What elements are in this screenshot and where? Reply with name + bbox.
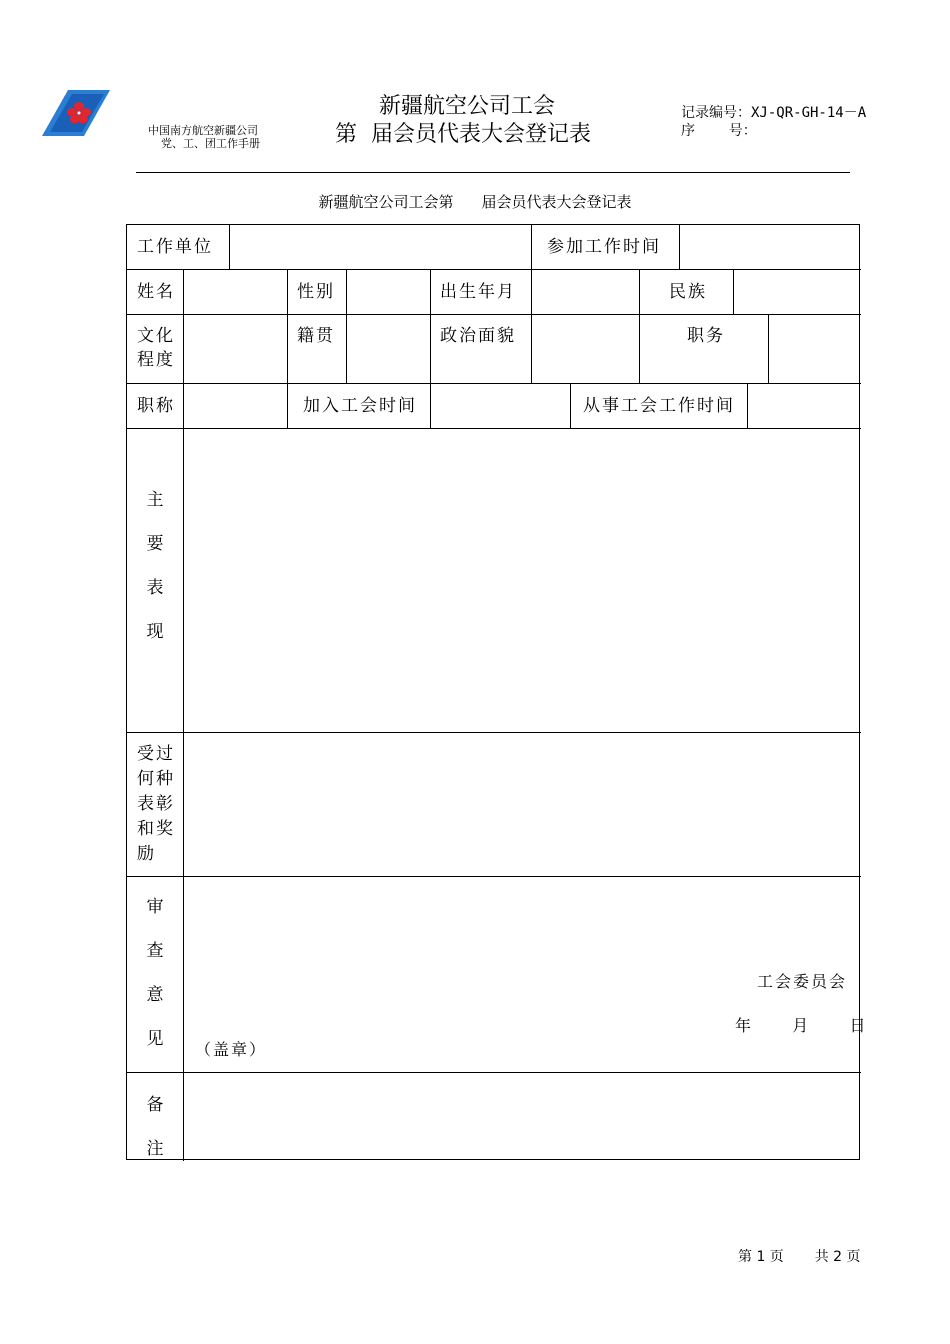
subtitle-part-2: 届会员代表大会登记表 [481, 193, 632, 211]
label-title: 职称 [137, 396, 175, 416]
label-education-line-1: 文化 [137, 326, 175, 346]
label-review-char: 查 [146, 941, 164, 961]
birth-field[interactable] [532, 270, 639, 314]
title-prefix: 第 [335, 122, 358, 147]
china-southern-logo-icon [42, 88, 110, 138]
union-work-time-field[interactable] [748, 384, 860, 428]
label-union-join-time: 加入工会时间 [303, 396, 417, 416]
education-field[interactable] [184, 315, 287, 383]
label-review-char: 审 [146, 897, 164, 917]
label-performance-char: 主 [146, 490, 164, 510]
name-field[interactable] [184, 270, 287, 314]
position-field[interactable] [769, 315, 860, 383]
label-name: 姓名 [137, 282, 175, 302]
col-divider [570, 383, 571, 428]
label-awards [137, 742, 175, 867]
review-committee: 工会委员会 [757, 972, 848, 991]
page-footer [738, 1246, 861, 1266]
label-performance-char: 要 [146, 534, 164, 554]
label-awards-line: 何种 [137, 769, 175, 789]
col-divider [639, 314, 640, 383]
col-divider [531, 225, 532, 269]
col-divider [287, 314, 288, 383]
total-pages: 共 2 页 [814, 1249, 861, 1265]
label-birth: 出生年月 [440, 282, 516, 302]
awards-field[interactable] [184, 733, 860, 876]
label-ethnicity: 民族 [669, 282, 707, 302]
label-education [137, 324, 175, 372]
label-remarks [143, 1083, 167, 1171]
col-divider [287, 383, 288, 428]
gender-field[interactable] [347, 270, 430, 314]
col-divider [639, 269, 640, 314]
col-divider [287, 269, 288, 314]
native-place-field[interactable] [347, 315, 430, 383]
label-gender: 性别 [297, 282, 335, 302]
label-position: 职务 [687, 326, 725, 346]
label-awards-line: 励 [137, 844, 156, 864]
label-review-char: 意 [146, 985, 164, 1005]
label-performance-char: 现 [146, 622, 164, 642]
remarks-field[interactable] [184, 1073, 860, 1159]
review-seal: （盖章） [195, 1040, 268, 1059]
label-remarks-char: 注 [146, 1139, 164, 1159]
label-union-work-time: 从事工会工作时间 [583, 396, 735, 416]
label-review [143, 885, 167, 1061]
record-number: 记录编号：XJ-QR-GH-14－A [681, 105, 867, 121]
document-title-line-1: 新疆航空公司工会 [379, 94, 556, 119]
label-awards-line: 和奖 [137, 819, 175, 839]
company-line-1: 中国南方航空新疆公司 [148, 124, 258, 137]
work-unit-field[interactable] [230, 225, 531, 269]
title-suffix: 届会员代表大会登记表 [371, 122, 592, 147]
col-divider [430, 269, 431, 314]
join-work-time-field[interactable] [680, 225, 860, 269]
label-native-place: 籍贯 [297, 326, 335, 346]
title-field[interactable] [184, 384, 287, 428]
label-performance-char: 表 [146, 578, 164, 598]
label-awards-line: 受过 [137, 744, 175, 764]
label-awards-line: 表彰 [137, 794, 175, 814]
label-join-work-time: 参加工作时间 [547, 237, 661, 257]
label-political-status: 政治面貌 [440, 326, 516, 346]
document-title-line-2 [335, 121, 591, 149]
company-line-2: 党、工、团工作手册 [161, 137, 260, 150]
subtitle-part-1: 新疆航空公司工会第 [318, 193, 454, 211]
label-remarks-char: 备 [146, 1095, 164, 1115]
ethnicity-field[interactable] [734, 270, 860, 314]
label-review-char: 见 [146, 1029, 164, 1049]
review-date: 年 月 日 [735, 1016, 868, 1035]
political-status-field[interactable] [532, 315, 639, 383]
company-name [148, 124, 260, 150]
page-number: 第 1 页 [738, 1249, 784, 1265]
serial-number: 序 号： [681, 123, 757, 139]
form-subtitle [0, 192, 950, 212]
union-join-time-field[interactable] [431, 384, 570, 428]
header-divider [136, 172, 850, 173]
performance-field[interactable] [184, 429, 860, 732]
label-education-line-2: 程度 [137, 350, 175, 370]
col-divider [430, 314, 431, 383]
record-info [681, 104, 866, 140]
label-performance [143, 478, 167, 654]
registration-form [126, 224, 868, 1160]
label-work-unit: 工作单位 [137, 237, 213, 257]
